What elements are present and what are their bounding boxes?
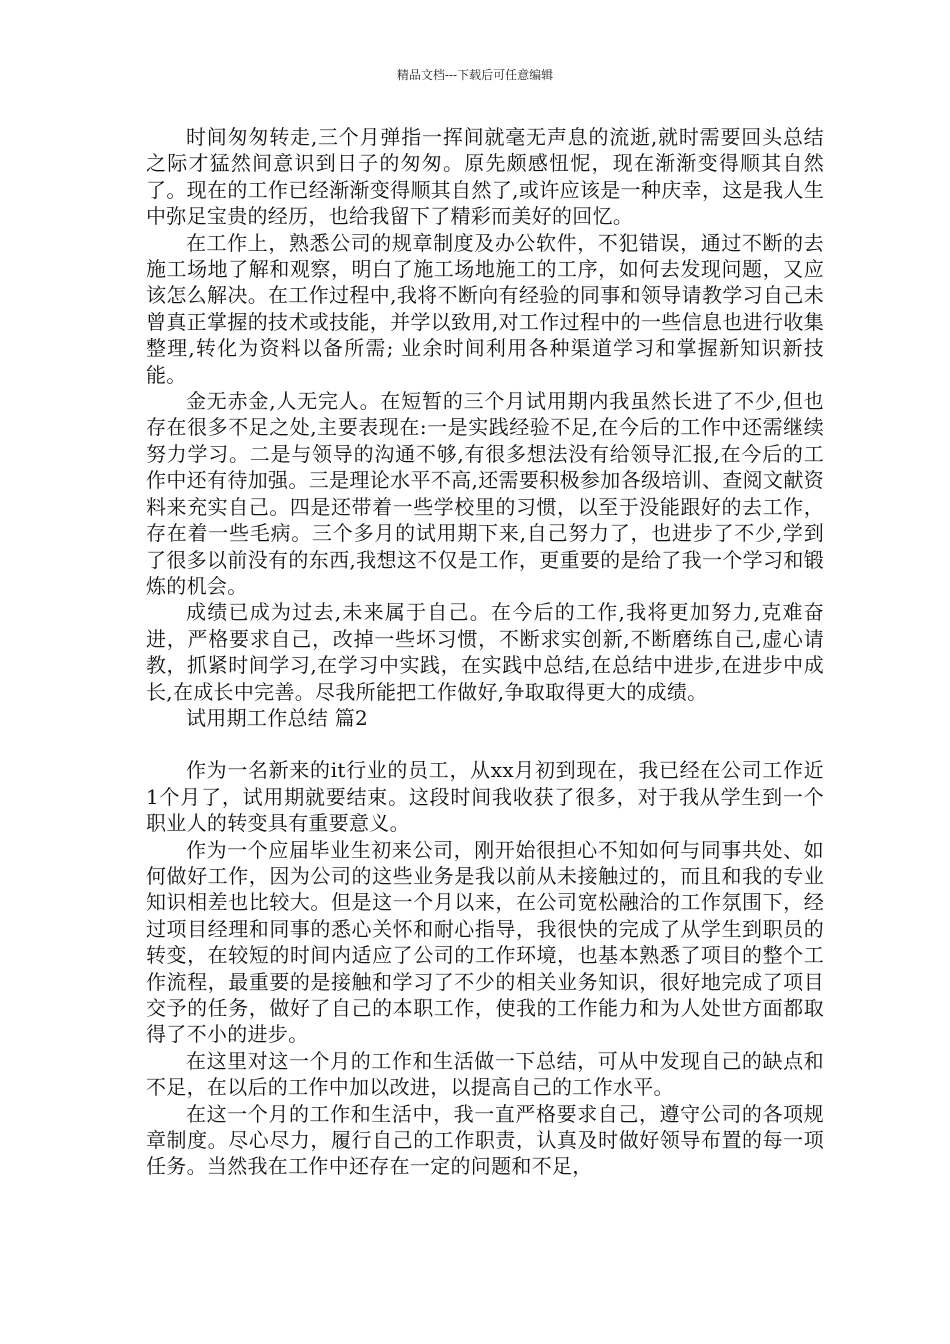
paragraph-1: 时间匆匆转走,三个月弹指一挥间就毫无声息的流逝,就时需要回头总结之际才猛然间意识到日子的匆匆。原先颇感忸怩，现在渐渐变得顺其自然了。现在的工作已经渐渐变得顺其自然了,或许应该是一种庆幸，这是我人生中弥足宝贵的经历，也给我留下了精彩而美好的回忆。: [146, 125, 824, 229]
paragraph-3: 金无赤金,人无完人。在短暂的三个月试用期内我虽然长进了不少,但也存在很多不足之处,主要表现在:一是实践经验不足,在今后的工作中还需继续努力学习。二是与领导的沟通不够,有很多想法没有给领导汇报,在今后的工作中还有待加强。三是理论水平不高,还需要积极参加各级培训、查阅文献资料来充实自己。四是还带着一些学校里的习惯，以至于没能跟好的去工作，存在着一些毛病。三个多月的试用期下来,自己努力了，也进步了不少,学到了很多以前没有的东西,我想这不仅是工作，更重要的是给了我一个学习和锻炼的机会。: [146, 389, 824, 598]
paragraph-8: 在这一个月的工作和生活中，我一直严格要求自己，遵守公司的各项规章制度。尽心尽力，履行自己的工作职责，认真及时做好领导布置的每一项任务。当然我在工作中还存在一定的问题和不足，: [146, 1101, 824, 1179]
document-body: [146, 124, 824, 1180]
section-title: 试用期工作总结 篇2: [186, 705, 369, 730]
paragraph-7: 在这里对这一个月的工作和生活做一下总结，可从中发现自己的缺点和不足，在以后的工作中加以改进，以提高自己的工作水平。: [146, 1048, 824, 1100]
paragraph-2: 在工作上，熟悉公司的规章制度及办公软件，不犯错误，通过不断的去施工场地了解和观察，明白了施工场地施工的工序，如何去发现问题，又应该怎么解决。在工作过程中,我将不断向有经验的同事和领导请教学习自己未曾真正掌握的技术或技能，并学以致用,对工作过程中的一些信息也进行收集整理,转化为资料以备所需; 业余时间利用各种渠道学习和掌握新知识新技能。: [146, 230, 824, 387]
paragraph-5: 作为一名新来的it行业的员工，从xx月初到现在，我已经在公司工作近1个月了，试用期就要结束。这段时间我收获了很多，对于我从学生到一个职业人的转变具有重要意义。: [146, 758, 824, 836]
paragraph-4: 成绩已成为过去,未来属于自己。在今后的工作,我将更加努力,克难奋进，严格要求自己，改掉一些坏习惯，不断求实创新,不断磨练自己,虚心请教，抓紧时间学习,在学习中实践，在实践中总结,在总结中进步,在进步中成长,在成长中完善。尽我所能把工作做好,争取取得更大的成绩。: [146, 600, 824, 704]
paragraph-6: 作为一个应届毕业生初来公司，刚开始很担心不知如何与同事共处、如何做好工作，因为公司的这些业务是我以前从未接触过的，而且和我的专业知识相差也比较大。但是这一个月以来，在公司宽松融洽的工作氛围下，经过项目经理和同事的悉心关怀和耐心指导，我很快的完成了从学生到职员的转变，在较短的时间内适应了公司的工作环境，也基本熟悉了项目的整个工作流程，最重要的是接触和学习了不少的相关业务知识，很好地完成了项目交予的任务，做好了自己的本职工作，使我的工作能力和为人处世方面都取得了不小的进步。: [146, 837, 824, 1047]
page-header: 精品文档---下载后可任意编辑: [396, 68, 554, 82]
section-spacer: [146, 731, 824, 757]
